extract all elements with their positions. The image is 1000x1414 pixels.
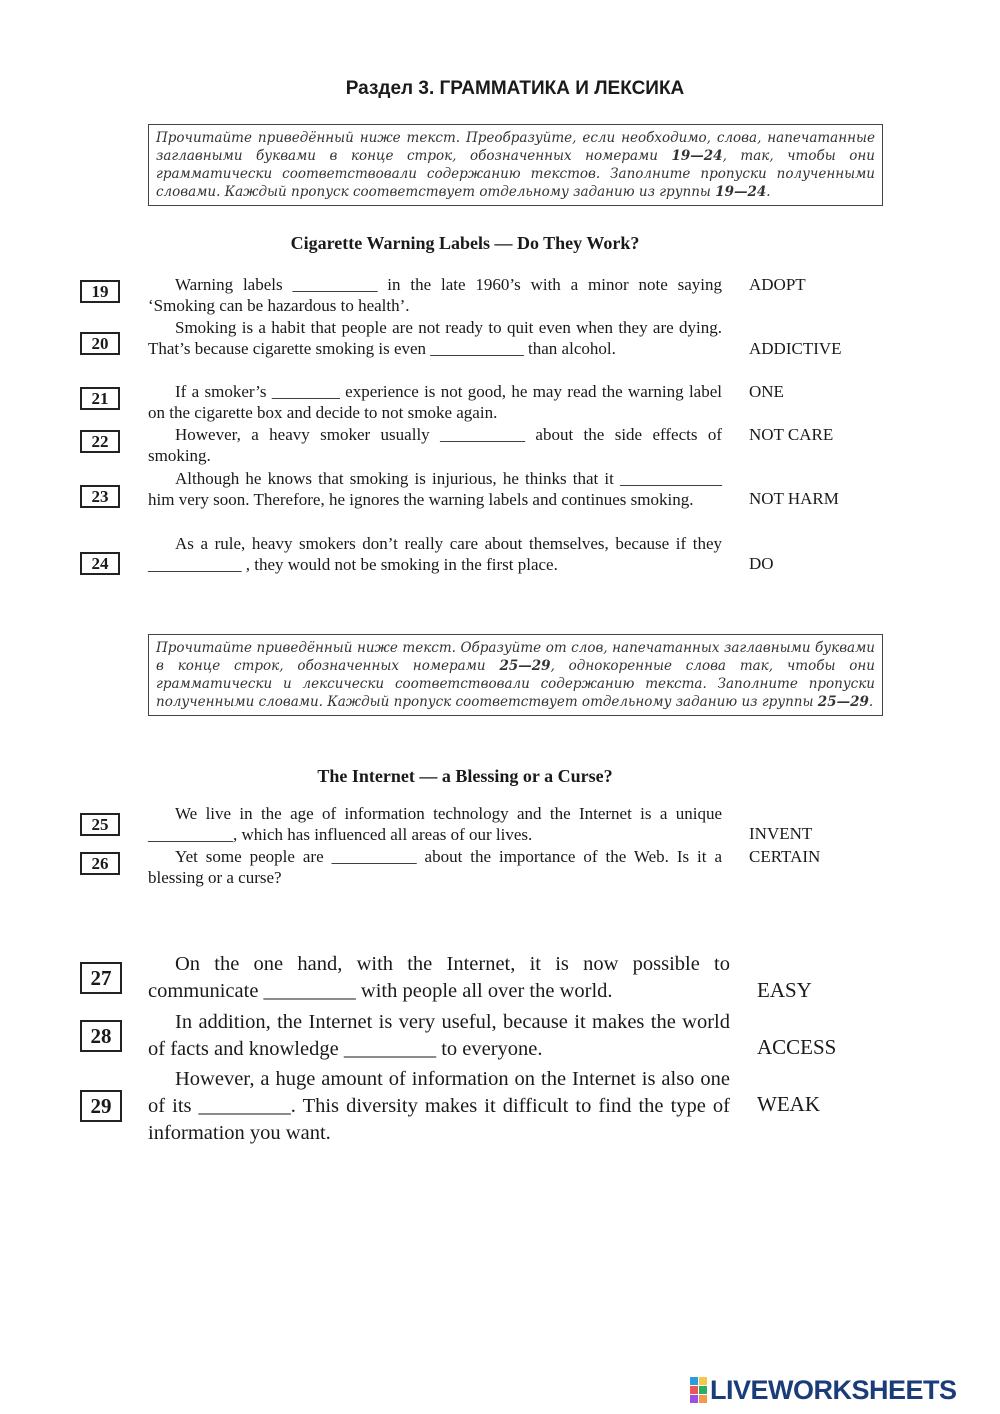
logo-text: LIVEWORKSHEETS — [710, 1374, 957, 1405]
instruction-range: 25—29 — [817, 694, 869, 710]
question-text-27: On the one hand, with the Internet, it is now possible to communicate _________ with people all over the world. — [148, 953, 730, 1002]
keyword-22: NOT CARE — [749, 425, 834, 444]
question-text-24: As a rule, heavy smokers don’t really care about themselves, because if they ___________ , they would not be smoking in the first place. — [148, 534, 722, 574]
keyword-23: NOT HARM — [749, 489, 839, 508]
keyword-24: DO — [749, 554, 774, 573]
instruction-box-2 — [148, 634, 883, 716]
question-number-28: 28 — [80, 1020, 122, 1052]
question-number-25: 25 — [80, 813, 120, 836]
keyword-19: ADOPT — [749, 275, 806, 294]
text-title-1: Cigarette Warning Labels — Do They Work? — [290, 233, 640, 253]
question-text-28: In addition, the Internet is very useful, because it makes the world of facts and knowledge _________ to everyone. — [148, 1011, 730, 1060]
liveworksheets-logo-icon — [690, 1377, 707, 1403]
question-number-19: 19 — [80, 280, 120, 303]
instruction-text: . — [868, 694, 874, 710]
question-text-21: If a smoker’s ________ experience is not good, he may read the warning label on the cigarette box and decide to not smoke again. — [148, 382, 722, 422]
keyword-28: ACCESS — [757, 1035, 837, 1059]
question-number-23: 23 — [80, 485, 120, 508]
instruction-range: 25—29 — [499, 658, 551, 674]
question-number-24: 24 — [80, 552, 120, 575]
keyword-29: WEAK — [757, 1092, 820, 1116]
instruction-box-1 — [148, 124, 883, 206]
instruction-text: . — [766, 184, 771, 200]
question-text-25: We live in the age of information technology and the Internet is a unique __________, which has influenced all areas of our lives. — [148, 804, 722, 844]
question-text-29: However, a huge amount of information on the Internet is also one of its _________. This diversity makes it difficult to find the type of information you want. — [148, 1068, 730, 1144]
keyword-21: ONE — [749, 382, 784, 401]
question-number-22: 22 — [80, 430, 120, 453]
instruction-range: 19—24 — [671, 148, 723, 164]
instruction-text: , однокоренные слова так, чтобы они грамматически и лексически соответствовали содержанию текста. Заполните пропуски полученными словами. Каждый пропуск соответствует отдельному заданию из группы — [156, 658, 875, 710]
question-number-21: 21 — [80, 387, 120, 410]
question-number-20: 20 — [80, 332, 120, 355]
keyword-20: ADDICTIVE — [749, 339, 842, 358]
question-number-29: 29 — [80, 1090, 122, 1122]
keyword-27: EASY — [757, 978, 812, 1002]
liveworksheets-logo — [690, 1374, 957, 1406]
keyword-26: CERTAIN — [749, 847, 821, 866]
question-text-26: Yet some people are __________ about the importance of the Web. Is it a blessing or a curse? — [148, 847, 722, 887]
question-number-27: 27 — [80, 962, 122, 994]
text-title-2: The Internet — a Blessing or a Curse? — [317, 766, 613, 786]
question-number-26: 26 — [80, 852, 120, 875]
instruction-text: Прочитайте приведённый ниже текст. Преобразуйте, если необходимо, слова, напечатанные заглавными буквами в конце строк, обозначенных номерами — [156, 130, 875, 164]
question-text-23: Although he knows that smoking is injurious, he thinks that it ____________ him very soon. Therefore, he ignores the warning labels and continues smoking. — [148, 469, 722, 509]
question-text-20: Smoking is a habit that people are not ready to quit even when they are dying. That’s because cigarette smoking is even ___________ than alcohol. — [148, 318, 722, 358]
instruction-text: Прочитайте приведённый ниже текст. Образуйте от слов, напечатанных заглавными буквами в конце строк, обозначенных номерами — [156, 640, 875, 674]
instruction-range: 19—24 — [715, 184, 767, 200]
section-title: Раздел 3. ГРАММАТИКА И ЛЕКСИКА — [345, 78, 685, 99]
keyword-25: INVENT — [749, 824, 813, 843]
instruction-text: , так, чтобы они грамматически соответствовали содержанию текстов. Заполните пропуски полученными словами. Каждый пропуск соответствует отдельному заданию из группы — [156, 148, 875, 200]
question-text-22: However, a heavy smoker usually __________ about the side effects of smoking. — [148, 425, 722, 465]
question-text-19: Warning labels __________ in the late 1960’s with a minor note saying ‘Smoking can be hazardous to health’. — [148, 275, 722, 315]
